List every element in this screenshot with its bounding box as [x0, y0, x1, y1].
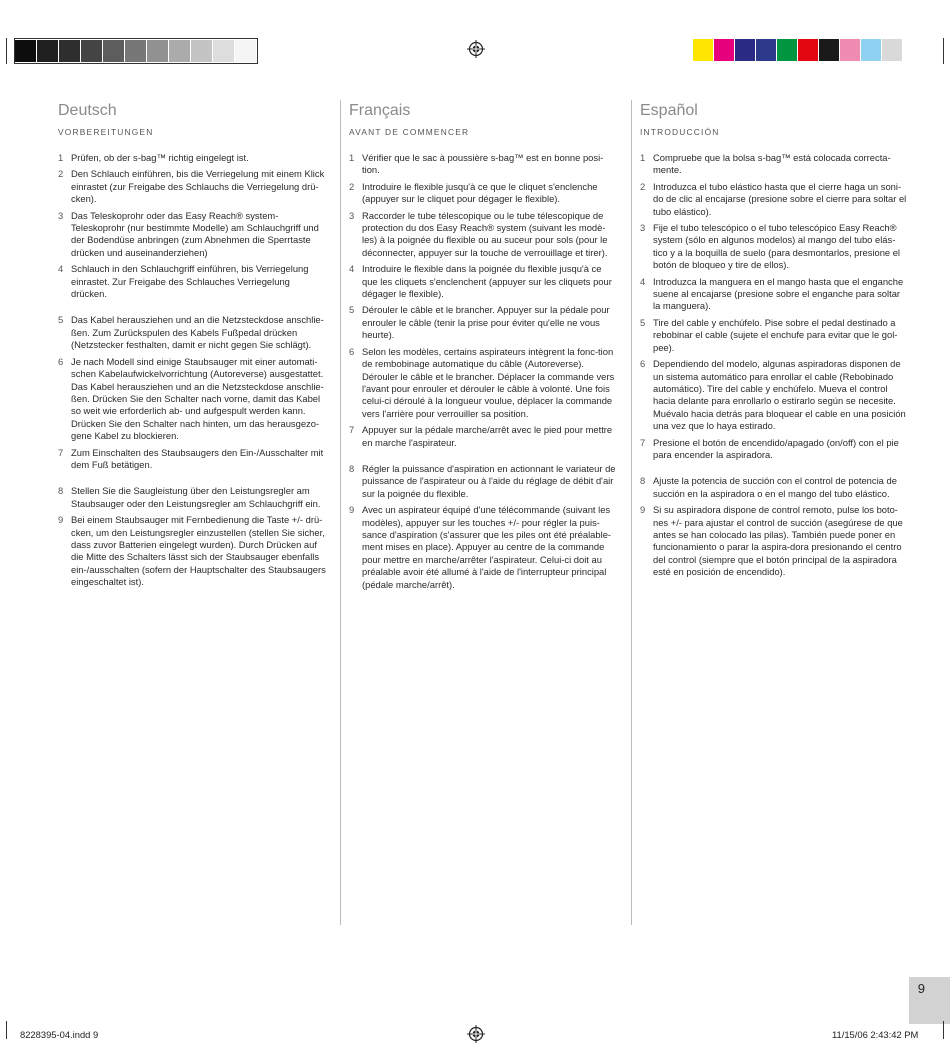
- column-subtitle: VORBEREITUNGEN: [58, 127, 154, 137]
- item-number: 2: [58, 168, 64, 180]
- item-text: Vérifier que le sac à poussière s-bag™ est en bonne posi-tion.: [362, 152, 604, 176]
- list-item: [58, 514, 326, 588]
- crop-mark: [943, 1021, 944, 1039]
- grayscale-color-bar: [14, 38, 258, 64]
- item-number: 3: [640, 222, 646, 234]
- item-text: Je nach Modell sind einige Staubsauger mit einer automati-schen Kabelaufwickelvorrichtung (Autoreverse) ausgestattet. Das Kabel herausziehen und an die Netzsteckdose anschlie-ßen. Drücken Sie den Schalter nach vorne, damit das Kabel so weit wie erforderlich ab- und aufgespult werden kann. Drücken Sie den Schalter nach hinten, um das herausgezo-gene Kabel zu blockieren.: [71, 355, 324, 442]
- item-number: 1: [640, 152, 646, 163]
- list-item: [349, 504, 617, 591]
- color-swatch: [861, 38, 882, 62]
- list-item: [640, 317, 908, 354]
- list-item: [58, 210, 326, 260]
- item-text: Introduzca el tubo elástico hasta que el cierre haga un soni-do de clic al encajarse (presione sobre el cierre para soltar el tubo elástico).: [653, 180, 907, 217]
- item-text: Tire del cable y enchúfelo. Pise sobre el pedal destinado a rebobinar el cable (sujete el enchufe para evitar que le gol-pee).: [653, 316, 898, 353]
- color-swatch: [147, 39, 169, 63]
- item-text: Dependiendo del modelo, algunas aspiradoras disponen de un sistema automático para enrollar el cable (Rebobinado automático). Tire del cable y enchúfelo. Mueva el control hacia delante para enrollarlo o estirarlo según se necesite. Muévalo hacia detrás para bloquear el cable en una posición una vez que lo haya estirado.: [653, 358, 906, 432]
- item-number: 8: [349, 462, 355, 474]
- column-espanol: [640, 102, 908, 583]
- list-item: [349, 463, 617, 500]
- list-item: [349, 346, 617, 420]
- item-text: Fije el tubo telescópico o el tubo telescópico Easy Reach® system (sólo en algunos modelos) al mango del tubo elás-tico y a la boquilla de suelo (para desmontarlos, presione el botón de bloqueo y tire de ellos).: [653, 222, 901, 271]
- list-item: [640, 222, 908, 272]
- item-number: 5: [58, 314, 64, 326]
- list-item: [349, 263, 617, 300]
- item-text: Introduire le flexible jusqu'à ce que le cliquet s'enclenche (appuyer sur le cliquet pour dégager le flexible).: [362, 180, 598, 205]
- color-swatch: [714, 38, 735, 62]
- list-item: [58, 263, 326, 300]
- column-francais: [349, 102, 617, 595]
- crop-mark: [6, 38, 7, 64]
- item-number: 4: [58, 263, 64, 275]
- color-swatch: [840, 38, 861, 62]
- list-item: [58, 314, 326, 351]
- item-number: 2: [640, 180, 646, 192]
- list-item: [349, 152, 617, 177]
- item-text: Régler la puissance d'aspiration en actionnant le variateur de puissance de l'aspirateur ou à l'aide du réglage de débit d'air sur la poignée du flexible.: [362, 462, 616, 499]
- list-item: [640, 437, 908, 462]
- color-swatch: [59, 39, 81, 63]
- item-number: 6: [640, 358, 646, 370]
- item-text: Prüfen, ob der s-bag™ richtig eingelegt ist.: [71, 152, 249, 163]
- item-text: Compruebe que la bolsa s-bag™ está colocada correcta-mente.: [653, 152, 891, 176]
- list-item: [58, 485, 326, 510]
- list-item: [349, 181, 617, 206]
- color-swatch: [819, 38, 840, 62]
- item-text: Bei einem Staubsauger mit Fernbedienung die Taste +/- drü-cken, um den Leistungsregler einzustellen (stellen Sie sicher, dass zuvor Batterien eingelegt wurden). Durch Drücken auf die Mitte des Schalters lässt sich der Staubsauger ebenfalls ein-/ausschalten (sofern der Hauptschalter des Staubsaugers eingeschaltet ist).: [71, 514, 326, 588]
- item-number: 6: [349, 345, 355, 357]
- page-number-box: [909, 977, 950, 1024]
- footer-file: 8228395-04.indd 9: [20, 1029, 99, 1040]
- registration-mark-icon: [467, 1025, 485, 1043]
- item-number: 3: [58, 209, 64, 221]
- column-deutsch: [58, 102, 326, 593]
- color-swatch: [882, 38, 903, 62]
- item-text: Dérouler le câble et le brancher. Appuyer sur la pédale pour enrouler le câble (tenir la prise pour éviter qu'elle ne vous heurte).: [362, 304, 610, 341]
- color-swatch: [693, 38, 714, 62]
- color-swatch: [37, 39, 59, 63]
- column-subtitle: AVANT DE COMMENCER: [349, 127, 470, 137]
- item-text: Das Teleskoprohr oder das Easy Reach® system-Teleskoprohr (nur bestimmte Modelle) am Schlauchgriff und der Bodendüse anbringen (zum Abnehmen die Sperrtaste drücken und auseinanderziehen): [71, 209, 319, 258]
- item-text: Presione el botón de encendido/apagado (on/off) con el pie para encender la aspiradora.: [653, 436, 899, 460]
- column-title: Deutsch: [58, 102, 117, 119]
- item-text: Ajuste la potencia de succión con el control de potencia de succión en la aspiradora o en el mango del tubo elástico.: [653, 475, 897, 499]
- item-text: Si su aspiradora dispone de control remoto, pulse los boto-nes +/- para ajustar el control de succión (asegúrese de que antes se han colocado las pilas). También puede poner en funcionamiento o parar la aspira-dora presionando el centro del control (siempre que el botón principal de la aspiradora esté en posición de encendido).: [653, 504, 903, 578]
- item-number: 5: [349, 304, 355, 316]
- item-text: Stellen Sie die Saugleistung über den Leistungsregler am Staubsauger oder den Leistungsregler am Schlauchgriff ein.: [71, 485, 321, 509]
- list-item: [58, 152, 326, 164]
- item-text: Das Kabel herausziehen und an die Netzsteckdose anschlie-ßen. Zum Zurückspulen des Kabels Fußpedal drücken (Netzstecker festhalten, damit er nicht gegen Sie schlägt).: [71, 314, 324, 351]
- process-color-bar: [693, 38, 903, 62]
- list-item: [640, 504, 908, 578]
- item-number: 4: [349, 263, 355, 275]
- crop-mark: [6, 1021, 7, 1039]
- color-swatch: [777, 38, 798, 62]
- list-item: [640, 181, 908, 218]
- item-number: 4: [640, 275, 646, 287]
- item-text: Introduire le flexible dans la poignée du flexible jusqu'à ce que les cliquets s'enclenchent (appuyer sur les cliquets pour dégager le flexible).: [362, 263, 612, 300]
- list-item: [640, 276, 908, 313]
- item-text: Selon les modèles, certains aspirateurs intègrent la fonc-tion de rembobinage automatique du câble (Autoreverse). Dérouler le câble et le brancher. Déplacer la commande vers l'avant pour enrouler et dérouler le câble à volonté. Une fois celui-ci déroulé à la longueur voulue, déplacer la commande vers l'arrière pour verrouiller sa position.: [362, 345, 615, 419]
- item-number: 8: [58, 485, 64, 497]
- color-swatch: [798, 38, 819, 62]
- item-number: 9: [349, 504, 355, 516]
- list-item: [640, 152, 908, 177]
- color-swatch: [756, 38, 777, 62]
- item-text: Introduzca la manguera en el mango hasta que el enganche suene al encajarse (presione sobre el enganche para soltar la manguera).: [653, 275, 904, 312]
- item-number: 6: [58, 355, 64, 367]
- item-number: 9: [640, 504, 646, 516]
- color-swatch: [103, 39, 125, 63]
- list-item: [349, 210, 617, 260]
- item-number: 1: [349, 152, 355, 163]
- column-subtitle: INTRODUCCIÓN: [640, 127, 720, 137]
- item-number: 1: [58, 152, 64, 163]
- column-divider: [631, 100, 632, 925]
- column-title: Español: [640, 102, 698, 119]
- color-swatch: [735, 38, 756, 62]
- item-number: 7: [640, 436, 646, 448]
- list-item: [349, 424, 617, 449]
- item-number: 2: [349, 180, 355, 192]
- page-number: 9: [917, 981, 925, 996]
- crop-mark: [943, 38, 944, 64]
- color-swatch: [213, 39, 235, 63]
- item-text: Raccorder le tube télescopique ou le tube télescopique de protection du dos Easy Reach® system (suivant les modè-les) à la poignée du flexible ou au suceur pour sols (pour le déconnecter, appuyer sur la touche de verrouillage et tirer).: [362, 209, 608, 258]
- item-number: 9: [58, 514, 64, 526]
- list-item: [349, 304, 617, 341]
- item-text: Schlauch in den Schlauchgriff einführen, bis Verriegelung einrastet. Zur Freigabe des Schlauches Verriegelung drücken.: [71, 263, 309, 300]
- list-item: [58, 356, 326, 443]
- footer-date: 11/15/06 2:43:42 PM: [832, 1029, 919, 1040]
- item-number: 3: [349, 209, 355, 221]
- list-item: [640, 358, 908, 432]
- item-number: 8: [640, 475, 646, 487]
- item-text: Den Schlauch einführen, bis die Verriegelung mit einem Klick einrastet (zur Freigabe des Schlauchs die Verriegelung drü-cken).: [71, 168, 325, 205]
- item-number: 7: [349, 424, 355, 436]
- list-item: [58, 447, 326, 472]
- color-swatch: [235, 39, 257, 63]
- color-swatch: [125, 39, 147, 63]
- item-text: Avec un aspirateur équipé d'une télécommande (suivant les modèles), appuyer sur les touches +/- pour régler la puis-sance d'aspiration (s'assurer que les piles ont été préalable-ment mises en place). Appuyer au centre de la commande pour mettre en marche/arrêter l'aspirateur. Celui-ci doit au préalable avoir été allumé à l'aide de l'interrupteur principal (pédale marche/arrêt).: [362, 504, 612, 590]
- column-divider: [340, 100, 341, 925]
- item-text: Zum Einschalten des Staubsaugers den Ein-/Ausschalter mit dem Fuß betätigen.: [71, 446, 324, 470]
- list-item: [640, 475, 908, 500]
- registration-mark-icon: [467, 40, 485, 58]
- color-swatch: [81, 39, 103, 63]
- item-text: Appuyer sur la pédale marche/arrêt avec le pied pour mettre en marche l'aspirateur.: [362, 424, 613, 448]
- item-number: 7: [58, 446, 64, 458]
- list-item: [58, 168, 326, 205]
- color-swatch: [191, 39, 213, 63]
- item-number: 5: [640, 316, 646, 328]
- color-swatch: [15, 39, 37, 63]
- column-title: Français: [349, 102, 411, 119]
- color-swatch: [169, 39, 191, 63]
